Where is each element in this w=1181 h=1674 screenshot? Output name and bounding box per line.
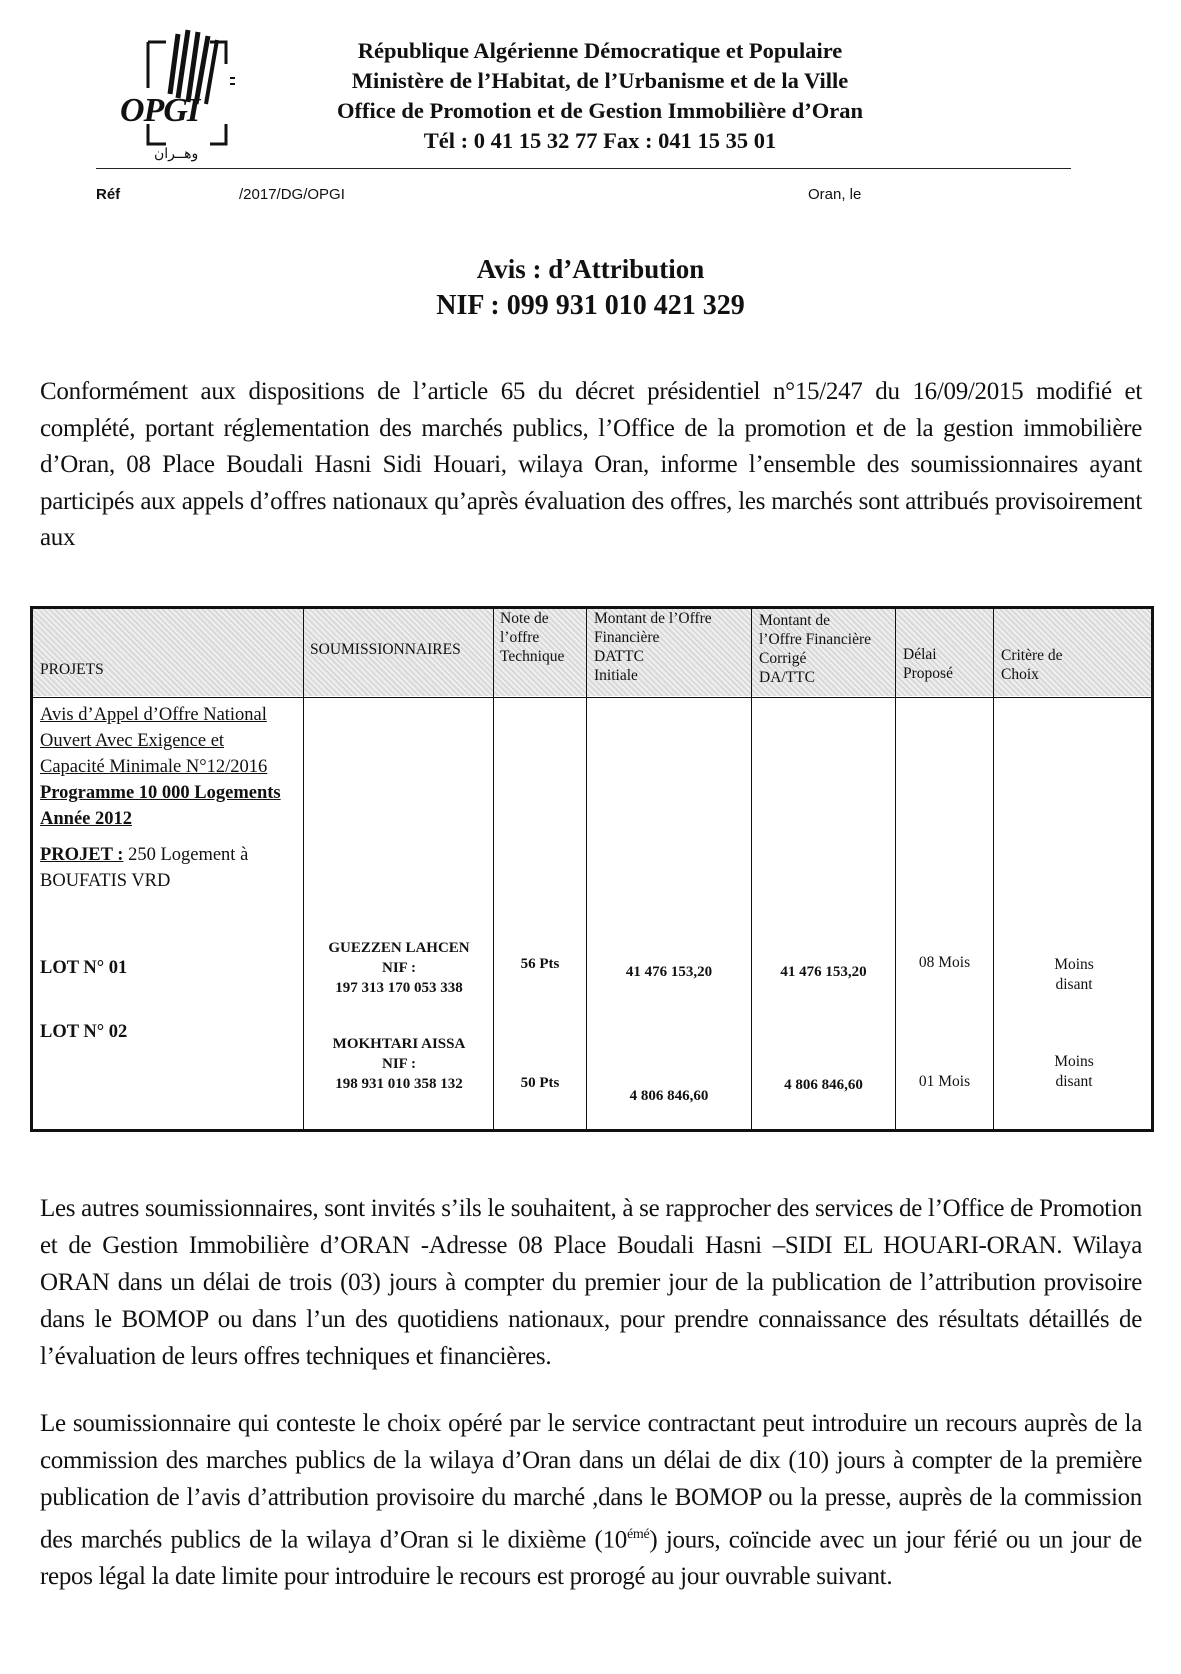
- project-location: BOUFATIS VRD: [40, 871, 171, 891]
- th-delai-l1: Délai: [903, 646, 937, 663]
- col-divider: [751, 606, 752, 1132]
- lot-bidder: [306, 938, 492, 998]
- table-header-row: [33, 609, 1151, 696]
- lot-label: LOT N° 01: [40, 958, 128, 978]
- letterhead: [250, 36, 950, 156]
- th-note: [500, 609, 564, 666]
- th-note-l2: l’offre: [500, 629, 540, 646]
- header-contact: Tél : 0 41 15 32 77 Fax : 041 15 35 01: [423, 128, 777, 153]
- table-header-divider: [30, 697, 1154, 698]
- th-montant-initial-l4: Initiale: [594, 667, 638, 684]
- notice-nif: NIF : 099 931 010 421 329: [436, 290, 745, 321]
- bidder-nif: 198 931 010 358 132: [335, 1076, 463, 1092]
- th-note-l1: Note de: [500, 610, 549, 627]
- bidder-nif: 197 313 170 053 338: [335, 980, 463, 996]
- logo-arabic-text: وهــران: [154, 147, 199, 162]
- lot-critere-l1: Moins: [1054, 956, 1094, 973]
- th-montant-initial-l2: Financière: [594, 629, 660, 646]
- header-ministry: Ministère de l’Habitat, de l’Urbanisme et de la Ville: [351, 68, 849, 93]
- header-office: Office de Promotion et de Gestion Immobilière d’Oran: [337, 98, 863, 123]
- col-divider: [993, 606, 994, 1132]
- project-programme-l2: Année 2012: [40, 809, 132, 829]
- th-montant-corrige-l1: Montant de: [759, 612, 831, 629]
- header-divider: [96, 168, 1071, 169]
- project-description: [40, 702, 310, 894]
- th-montant-corrige-l4: DA/TTC: [759, 669, 815, 686]
- th-critere: [1001, 646, 1063, 684]
- project-value: 250 Logement à: [123, 845, 249, 865]
- lot-montant-corrige: 41 476 153,20: [780, 964, 867, 980]
- th-soumissionnaires: SOUMISSIONNAIRES: [310, 641, 461, 658]
- lot-note: 56 Pts: [520, 956, 560, 972]
- lot-critere-l2: disant: [1055, 1073, 1093, 1090]
- bidder-name: GUEZZEN LAHCEN: [328, 940, 470, 956]
- lot-critere-l1: Moins: [1054, 1053, 1094, 1070]
- th-montant-initial-l1: Montant de l’Offre: [594, 610, 712, 627]
- col-divider: [586, 606, 587, 1132]
- lot-note: 50 Pts: [520, 1075, 560, 1091]
- th-montant-initial-l3: DATTC: [594, 648, 644, 665]
- th-delai: [903, 645, 953, 683]
- project-name: [40, 842, 310, 868]
- project-label: PROJET :: [40, 845, 124, 865]
- project-avis-l1: Avis d’Appel d’Offre National: [40, 705, 267, 725]
- opgi-logo: [118, 24, 236, 164]
- project-avis-l2: Ouvert Avec Exigence et: [40, 731, 225, 751]
- lot-delai: 08 Mois: [918, 954, 971, 971]
- lot-delai: 01 Mois: [918, 1073, 971, 1090]
- logo-opgi-text: OPGI: [120, 92, 200, 129]
- invitation-paragraph: Les autres soumissionnaires, sont invités s’ils le souhaitent, à se rapprocher des services de l’Office de Promotion et de Gestion Immobilière d’ORAN -Adresse 08 Place Boudali Hasni –SIDI EL HOUARI-ORAN. Wilaya ORAN dans un délai de trois (03) jours à compter du premier jour de la publication de l’attribution provisoire dans le BOMOP ou dans l’un des quotidiens nationaux, pour prendre connaissance des résultats détaillés de l’évaluation de leurs offres techniques et financières.: [40, 1195, 1142, 1370]
- place-date: Oran, le: [808, 186, 862, 203]
- lot-montant-initial: 4 806 846,60: [629, 1088, 709, 1104]
- appeal-superscript: émé: [626, 1527, 650, 1542]
- th-montant-corrige-l2: l’Offre Financière: [759, 631, 872, 648]
- appeal-paragraph: [40, 1405, 1142, 1595]
- intro-paragraph: Conformément aux dispositions de l’article 65 du décret présidentiel n°15/247 du 16/09/2015 modifié et complété, portant réglementation des marchés publics, l’Office de la promotion et de la gestion immobilière d’Oran, 08 Place Boudali Hasni Sidi Houari, wilaya Oran, informe l’ensemble des soumissionnaires ayant participés aux appels d’offres nationaux qu’après évaluation des offres, les marchés sont attribués provisoirement aux: [40, 378, 1142, 552]
- lot-montant-initial: 41 476 153,20: [625, 964, 713, 980]
- lot-critere: [995, 955, 1153, 995]
- th-montant-initial: [594, 609, 712, 685]
- appeal-text-end: ) jours, coïncide avec un jour férié ou un jour de repos légal la date limite pour introduire le recours est prorogé au jour ouvrable suivant.: [40, 1526, 1142, 1591]
- th-projets: PROJETS: [40, 661, 104, 678]
- project-programme-l1: Programme 10 000 Logements: [40, 783, 281, 803]
- appeal-text-start: Le soumissionnaire qui conteste le choix opéré par le service contractant peut introduire un recours auprès de la commission des marches publics de la wilaya d’Oran dans un délai de dix (10) jours à compter de la première publication de l’avis d’attribution provisoire du marché ,dans le BOMOP ou la presse, auprès de la commission des marchés publics de la wilaya d’Oran si le dixième (10: [40, 1410, 1142, 1554]
- bidder-name: MOKHTARI AISSA: [332, 1036, 466, 1052]
- notice-title: Avis : d’Attribution: [476, 254, 705, 284]
- th-delai-l2: Proposé: [903, 665, 953, 682]
- lot-montant-corrige: 4 806 846,60: [784, 1077, 863, 1093]
- th-critere-l1: Critère de: [1001, 647, 1063, 664]
- th-note-l3: Technique: [500, 648, 565, 665]
- lot-bidder: [306, 1034, 492, 1094]
- col-divider: [493, 606, 494, 1132]
- th-montant-corrige: [759, 611, 871, 687]
- lot-critere: [995, 1052, 1153, 1092]
- lot-label: LOT N° 02: [40, 1022, 128, 1042]
- th-critere-l2: Choix: [1001, 666, 1039, 683]
- col-divider: [895, 606, 896, 1132]
- bidder-nif-label: NIF :: [381, 1056, 417, 1072]
- project-avis-l3: Capacité Minimale N°12/2016: [40, 757, 268, 777]
- th-montant-corrige-l3: Corrigé: [759, 650, 807, 667]
- lot-critere-l2: disant: [1055, 976, 1093, 993]
- bidder-nif-label: NIF :: [381, 960, 417, 976]
- header-republic: République Algérienne Démocratique et Populaire: [357, 38, 843, 63]
- ref-label: Réf: [96, 186, 121, 203]
- ref-number: /2017/DG/OPGI: [239, 186, 345, 203]
